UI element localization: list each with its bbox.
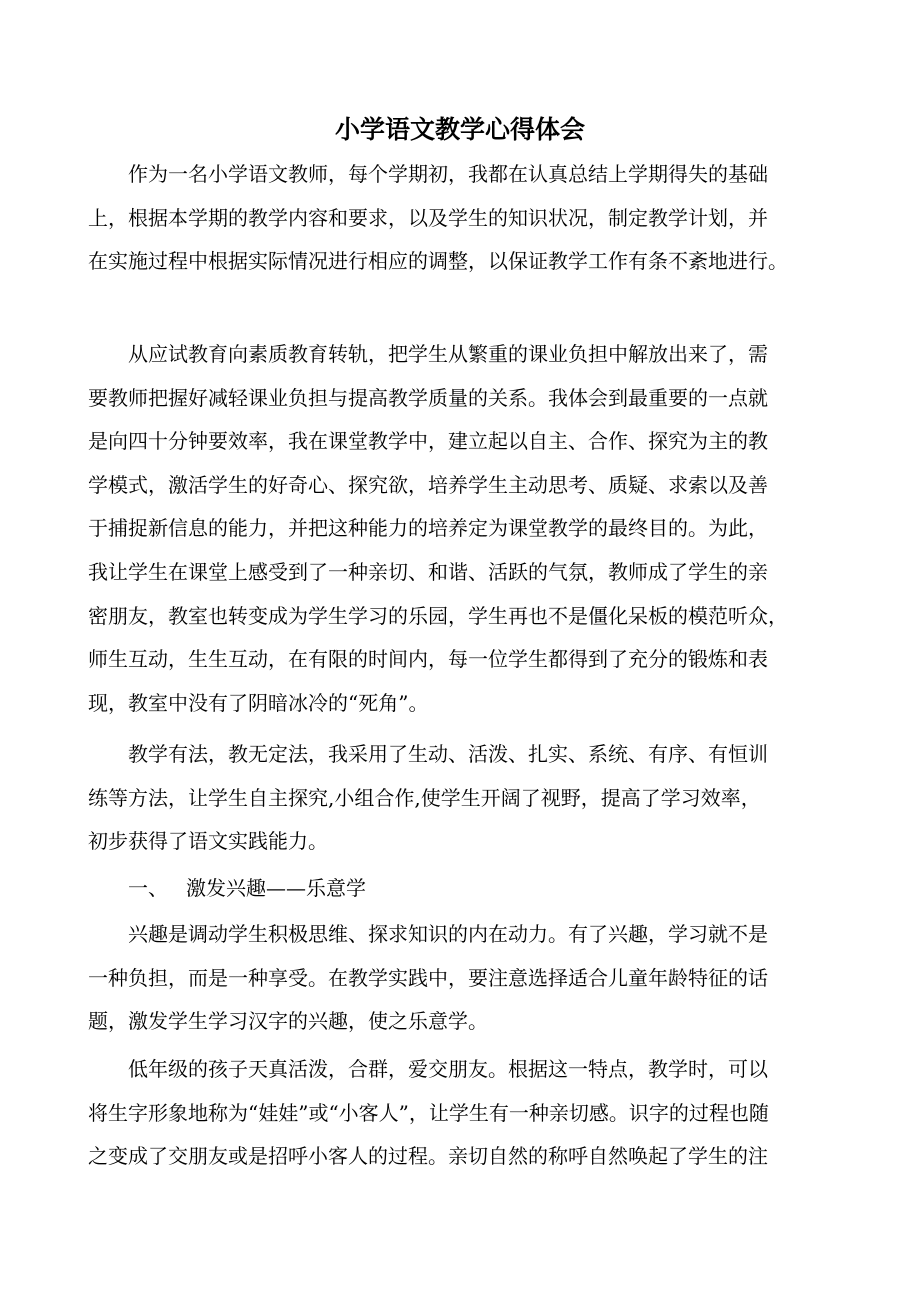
section-heading — [128, 868, 366, 908]
text-line: 是向四十分钟要效率，我在课堂教学中，建立起以自主、合作、探究为主的教 — [88, 429, 768, 454]
paragraph-low-grade — [88, 1048, 836, 1179]
paragraph-interest — [88, 913, 836, 1044]
text-line: 初步获得了语文实践能力。 — [88, 829, 328, 854]
section-heading-text: 激发兴趣——乐意学 — [186, 876, 366, 900]
text-line: 练等方法，让学生自主探究,小组合作,使学生开阔了视野，提高了学习效率， — [88, 785, 761, 810]
text-line: 在实施过程中根据实际情况进行相应的调整，以保证教学工作有条不紊地进行。 — [88, 249, 788, 274]
document-title: 小学语文教学心得体会 — [334, 115, 585, 144]
text-line: 兴趣是调动学生积极思维、探求知识的内在动力。有了兴趣，学习就不是 — [128, 922, 768, 946]
text-line: 要教师把握好减轻课业负担与提高教学质量的关系。我体会到最重要的一点就 — [88, 385, 768, 410]
text-line: 将生字形象地称为“娃娃”或“小客人”，让学生有一种亲切感。识字的过程也随 — [88, 1100, 769, 1125]
paragraph-quality-education — [88, 333, 836, 725]
text-line: 之变成了交朋友或是招呼小客人的过程。亲切自然的称呼自然唤起了学生的注 — [88, 1144, 768, 1169]
paragraph-teaching-methods — [88, 733, 836, 864]
text-line: 师生互动，生生互动，在有限的时间内，每一位学生都得到了充分的锻炼和表 — [88, 647, 768, 672]
text-line: 于捕捉新信息的能力，并把这种能力的培养定为课堂教学的最终目的。为此， — [88, 516, 768, 541]
text-line: 学模式，激活学生的好奇心、探究欲，培养学生主动思考、质疑、求索以及善 — [88, 472, 768, 497]
text-line: 作为一名小学语文教师，每个学期初，我都在认真总结上学期得失的基础 — [128, 162, 768, 186]
text-line: 我让学生在课堂上感受到了一种亲切、和谐、活跃的气氛，教师成了学生的亲 — [88, 559, 768, 584]
text-line: 从应试教育向素质教育转轨，把学生从繁重的课业负担中解放出来了，需 — [128, 342, 768, 366]
text-line: 密朋友，教室也转变成为学生学习的乐园，学生再也不是僵化呆板的模范听众， — [88, 603, 788, 628]
text-line: 题，激发学生学习汉字的兴趣，使之乐意学。 — [88, 1009, 488, 1034]
text-line: 现，教室中没有了阴暗冰冷的“死角”。 — [88, 690, 429, 715]
text-line: 上，根据本学期的教学内容和要求，以及学生的知识状况，制定教学计划，并 — [88, 205, 768, 230]
paragraph-intro — [88, 153, 836, 284]
text-line: 教学有法，教无定法，我采用了生动、活泼、扎实、系统、有序、有恒训 — [128, 742, 768, 766]
section-number: 一、 — [128, 876, 168, 900]
text-line: 一种负担，而是一种享受。在教学实践中，要注意选择适合儿童年龄特征的话 — [88, 965, 768, 990]
text-line: 低年级的孩子天真活泼，合群，爱交朋友。根据这一特点，教学时，可以 — [128, 1057, 768, 1081]
